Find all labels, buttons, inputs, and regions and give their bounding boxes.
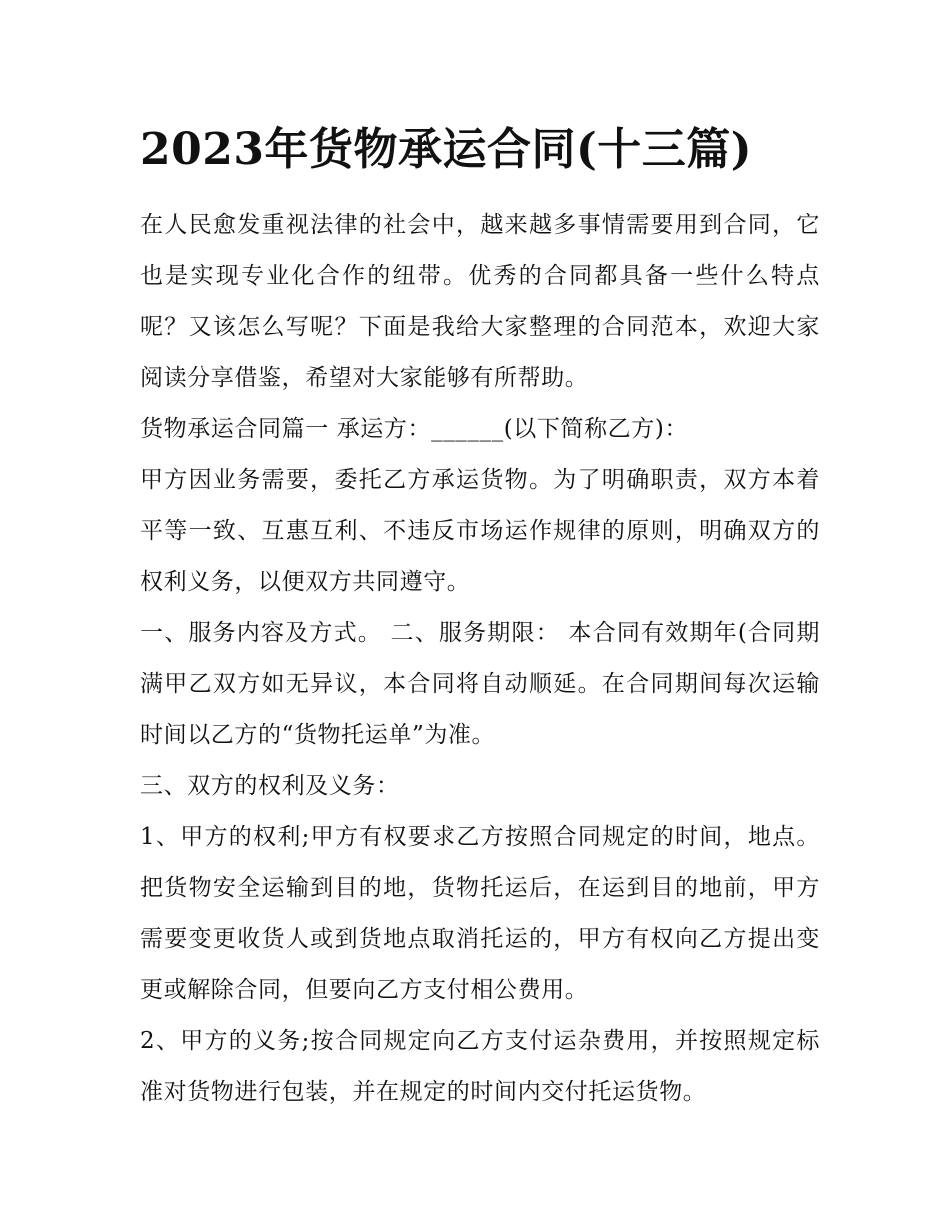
document-page	[140, 118, 820, 1118]
paragraph-rights-heading: 三、双方的权利及义务：	[140, 773, 400, 799]
paragraph-carrier: 货物承运合同篇一 承运方：______(以下简称乙方)：	[140, 416, 689, 442]
document-title: 2023年货物承运合同(十三篇)	[140, 124, 753, 175]
paragraph-party-a-duties: 2、甲方的义务;按合同规定向乙方支付运杂费用，并按照规定标准对货物进行包装，并在规定的时间内交付托运货物。	[140, 1028, 820, 1105]
paragraph-purpose: 甲方因业务需要，委托乙方承运货物。为了明确职责，双方本着平等一致、互惠互利、不违反市场运作规律的原则，明确双方的权利义务，以便双方共同遵守。	[140, 467, 820, 595]
paragraph-service-terms: 一、服务内容及方式。 二、服务期限： 本合同有效期年(合同期满甲乙双方如无异议，本合同将自动顺延。在合同期间每次运输时间以乙方的“货物托运单”为准。	[140, 620, 820, 748]
paragraph-party-a-rights: 1、甲方的权利;甲方有权要求乙方按照合同规定的时间，地点。把货物安全运输到目的地，货物托运后，在运到目的地前，甲方需要变更收货人或到货地点取消托运的，甲方有权向乙方提出变更或解除合同，但要向乙方支付相公费用。	[140, 824, 820, 1003]
paragraph-intro: 在人民愈发重视法律的社会中，越来越多事情需要用到合同，它也是实现专业化合作的纽带。优秀的合同都具备一些什么特点呢？又该怎么写呢？下面是我给大家整理的合同范本，欢迎大家阅读分享借鉴，希望对大家能够有所帮助。	[140, 212, 820, 391]
